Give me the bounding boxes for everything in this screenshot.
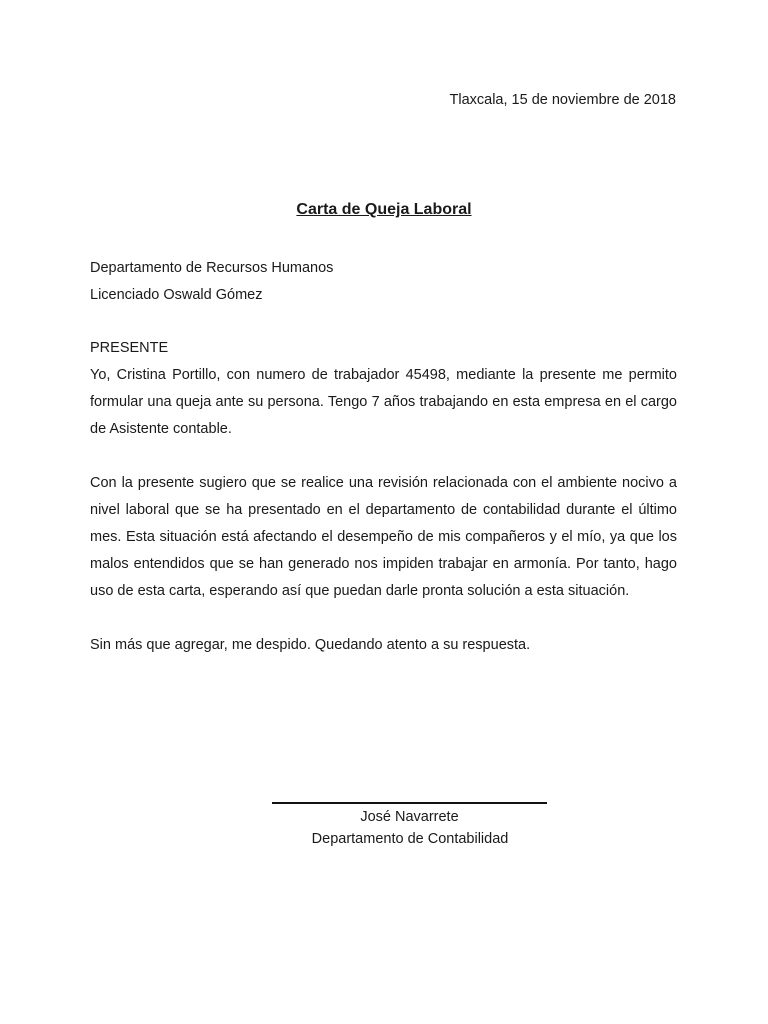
signature-line [272, 802, 547, 804]
body-paragraph-closing: Sin más que agregar, me despido. Quedando atento a su respuesta. [90, 637, 531, 653]
signature-name: José Navarrete [360, 809, 459, 825]
addressee-department: Departamento de Recursos Humanos [90, 260, 334, 276]
addressee-name: Licenciado Oswald Gómez [90, 287, 263, 303]
signature-department: Departamento de Contabilidad [311, 831, 509, 847]
salutation: PRESENTE [90, 340, 169, 356]
letter-title: Carta de Queja Laboral [296, 201, 472, 218]
body-paragraph-intro: Yo, Cristina Portillo, con numero de trabajador 45498, mediante la presente me permito formular una queja ante su persona. Tengo 7 años trabajando en esta empresa en el cargo de Asistente contable. [90, 367, 677, 437]
addressee-block [90, 255, 333, 309]
letter-date: Tlaxcala, 15 de noviembre de 2018 [449, 92, 676, 108]
letter-body [90, 335, 677, 659]
body-paragraph-complaint: Con la presente sugiero que se realice una revisión relacionada con el ambiente nocivo a nivel laboral que se ha presentado en el departamento de contabilidad durante el último mes. Esta situación está afectando el desempeño de mis compañeros y el mío, ya que los malos entendidos que se han generado nos impiden trabajar en armonía. Por tanto, hago uso de esta carta, esperando así que puedan darle pronta solución a esta situación. [90, 475, 677, 599]
